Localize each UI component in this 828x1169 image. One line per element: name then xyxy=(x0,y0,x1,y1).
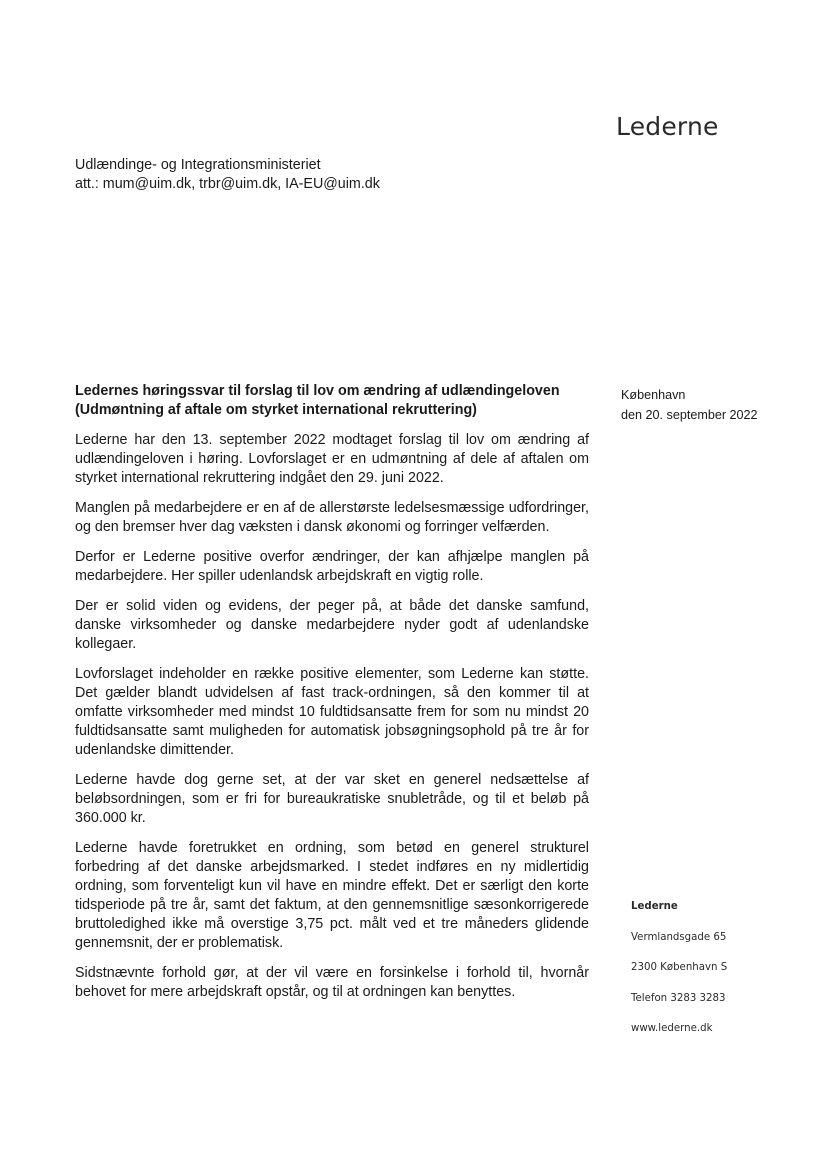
letter-place: København xyxy=(621,388,686,402)
paragraph-4: Der er solid viden og evidens, der peger på, at både det danske samfund, danske virksomheder og danske medarbejdere nyder godt af udenlandske kollegaer. xyxy=(75,598,589,652)
heading-line-2: (Udmøntning af aftale om styrket international rekruttering) xyxy=(75,402,477,418)
letter-date: den 20. september 2022 xyxy=(621,407,758,422)
paragraph-8: Sidstnævnte forhold gør, at der vil være en forsinkelse i forhold til, hvornår behovet for mere arbejdskraft opstår, og til at ordningen kan benyttes. xyxy=(75,965,589,1000)
recipient-block xyxy=(75,156,380,194)
lederne-logo: Lederne xyxy=(616,112,719,141)
sender-city: 2300 København S xyxy=(631,962,728,973)
sender-address-block xyxy=(631,900,727,1053)
heading-line-1: Ledernes høringssvar til forslag til lov om ændring af udlændingeloven xyxy=(75,383,560,399)
sender-org: Lederne xyxy=(631,901,678,912)
paragraph-2: Manglen på medarbejdere er en af de allerstørste ledelsesmæssige udfordringer, og den bremser hver dag væksten i dansk økonomi og forringer velfærden. xyxy=(75,500,589,535)
sender-phone: Telefon 3283 3283 xyxy=(631,992,726,1004)
recipient-name: Udlændinge- og Integrationsministeriet xyxy=(75,157,321,173)
recipient-attention: att.: mum@uim.dk, trbr@uim.dk, IA-EU@uim.dk xyxy=(75,176,380,192)
sender-street: Vermlandsgade 65 xyxy=(631,931,727,943)
paragraph-7: Lederne havde foretrukket en ordning, som betød en generel strukturel forbedring af det danske arbejdsmarked. I stedet indføres en ny midlertidig ordning, som forventeligt kun vil have en mindre effekt. Det er særligt den korte tidsperiode på tre år, samt det faktum, at den gennemsnitlige sæsonkorrigerede bruttoledighed ikke må overstige 3,75 pct. målt ved et tre måneders glidende gennemsnit, der er problematisk. xyxy=(75,840,589,951)
paragraph-5: Lovforslaget indeholder en række positive elementer, som Lederne kan støtte. Det gælder blandt udvidelsen af fast track-ordningen, så den kommer til at omfatte virksomheder med mindst 10 fuldtidsansatte frem for som nu mindst 20 fuldtidsansatte samt muligheden for automatisk jobsøgningsophold på tre år for udenlandske dimittender. xyxy=(75,666,589,758)
paragraph-6: Lederne havde dog gerne set, at der var sket en generel nedsættelse af beløbsordningen, som er fri for bureaukratiske snubletråde, og til et beløb på 360.000 kr. xyxy=(75,772,589,826)
letter-heading xyxy=(75,382,589,420)
letter-body xyxy=(75,382,589,1013)
paragraph-3: Derfor er Lederne positive overfor ændringer, der kan afhjælpe manglen på medarbejdere. Her spiller udenlandsk arbejdskraft en vigtig rolle. xyxy=(75,549,589,584)
sender-website[interactable]: www.lederne.dk xyxy=(631,1023,713,1034)
paragraph-1: Lederne har den 13. september 2022 modtaget forslag til lov om ændring af udlændingeloven i høring. Lovforslaget er en udmøntning af dele af aftalen om styrket international rekruttering indgået den 29. juni 2022. xyxy=(75,432,589,486)
place-date-block xyxy=(621,386,758,425)
